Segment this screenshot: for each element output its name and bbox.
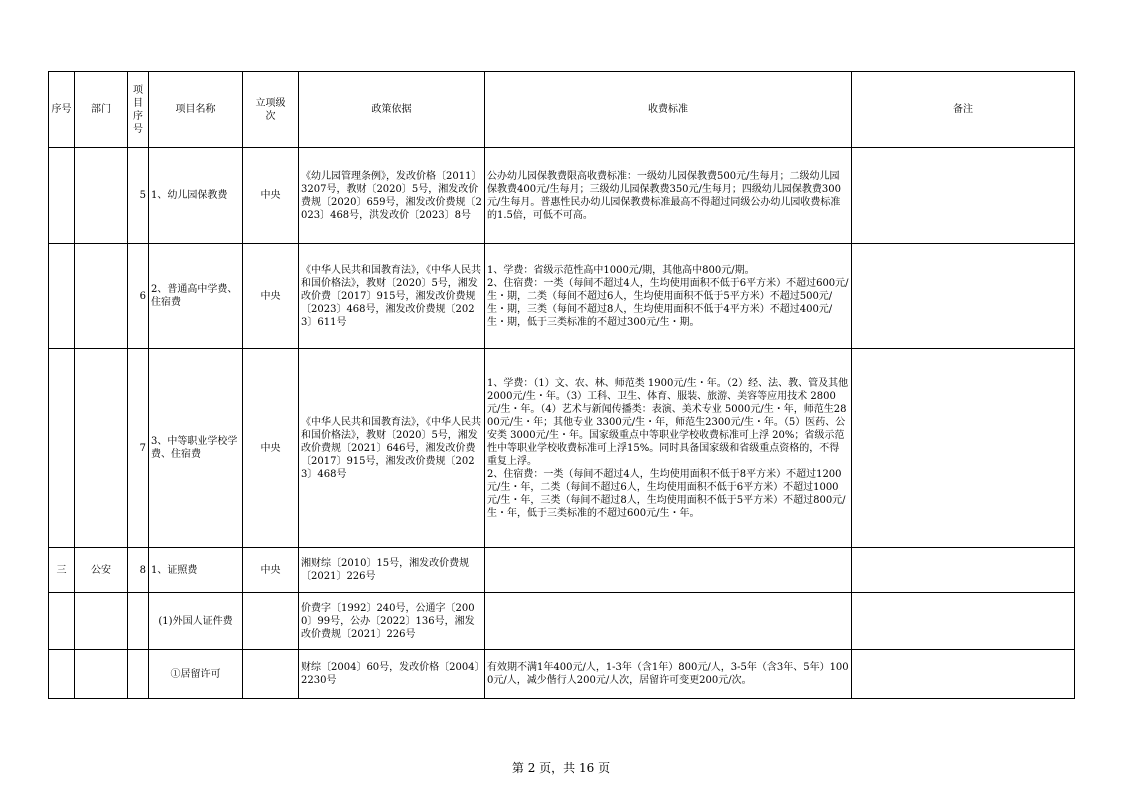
cell-seq — [49, 148, 75, 244]
cell-seq — [49, 593, 75, 650]
header-level: 立项级次 — [243, 72, 299, 148]
header-item-name: 项目名称 — [149, 72, 243, 148]
cell-standard: 有效期不满1年400元/人，1-3年（含1年）800元/人，3-5年（含3年、5年）1000元/人，减少偕行人200元/人次，居留许可变更200元/次。 — [485, 650, 852, 699]
header-standard: 收费标准 — [485, 72, 852, 148]
cell-item-seq — [128, 593, 149, 650]
cell-policy: 《中华人民共和国教育法》，《中华人民共和国价格法》，教财〔2020〕5号，湘发改价费〔2017〕915号，湘发改价费规〔2023〕468号，湘发改价费规〔2023〕611号 — [299, 244, 485, 349]
cell-policy: 《幼儿园管理条例》，发改价格〔2011〕3207号，教财〔2020〕5号，湘发改价费规〔2020〕659号，湘发改价费规〔2023〕468号，洪发改价〔2023〕8号 — [299, 148, 485, 244]
cell-level: 中央 — [243, 244, 299, 349]
table-row — [49, 548, 1075, 593]
header-dept: 部门 — [75, 72, 128, 148]
cell-item-name: (1)外国人证件费 — [149, 593, 243, 650]
header-seq: 序号 — [49, 72, 75, 148]
cell-remark — [852, 349, 1075, 548]
cell-seq: 三 — [49, 548, 75, 593]
cell-policy: 价费字〔1992〕240号，公通字〔2000〕99号，公办〔2022〕136号，湘发改价费规〔2021〕226号 — [299, 593, 485, 650]
cell-remark — [852, 244, 1075, 349]
cell-remark — [852, 650, 1075, 699]
cell-dept: 公安 — [75, 548, 128, 593]
cell-dept — [75, 593, 128, 650]
cell-seq — [49, 244, 75, 349]
cell-dept — [75, 650, 128, 699]
cell-item-name: 1、证照费 — [149, 548, 243, 593]
table-row — [49, 349, 1075, 548]
table-row — [49, 593, 1075, 650]
cell-dept — [75, 349, 128, 548]
cell-level: 中央 — [243, 349, 299, 548]
table-row — [49, 148, 1075, 244]
cell-remark — [852, 148, 1075, 244]
cell-item-name: ①居留许可 — [149, 650, 243, 699]
cell-level: 中央 — [243, 548, 299, 593]
cell-item-name: 1、幼儿园保教费 — [149, 148, 243, 244]
cell-level: 中央 — [243, 148, 299, 244]
cell-standard: 1、学费：（1）文、农、林、师范类 1900元/生・年。（2）经、法、教、管及其他 2000元/生・年。（3）工科、卫生、体育、服装、旅游、美容等应用技术 2800元/生・年。（4）艺术与新闻传播类：表演、美术专业 5000元/生・年，师范生2800元/生・年；其他专业 3300元/生・年，师范生2300元/生・年。（5）医药、公安类 3000元/生・年。国家级重点中等职业学校收费标准可上浮 20%；省级示范性中等职业学校收费标准可上浮15%。同时具备国家级和省级重点资格的，不得重复上浮。 2、住宿费：一类（每间不超过4人，生均使用面积不低于8平方米）不超过1200元/生・年，二类（每间不超过6人，生均使用面积不低于6平方米）不超过1000元/生・年，三类（每间不超过8人，生均使用面积不低于5平方米）不超过800元/生・年，低于三类标准的不超过600元/生・年。 — [485, 349, 852, 548]
cell-dept — [75, 148, 128, 244]
cell-policy: 湘财综〔2010〕15号，湘发改价费规〔2021〕226号 — [299, 548, 485, 593]
cell-standard: 公办幼儿园保教费限高收费标准：一级幼儿园保教费500元/生每月；二级幼儿园保教费400元/生每月；三级幼儿园保教费350元/生每月；四级幼儿园保教费300元/生每月。普惠性民办幼儿园保教费标准最高不得超过同级公办幼儿园收费标准的1.5倍，可低不可高。 — [485, 148, 852, 244]
header-policy: 政策依据 — [299, 72, 485, 148]
cell-level — [243, 650, 299, 699]
cell-dept — [75, 244, 128, 349]
cell-standard — [485, 548, 852, 593]
cell-item-seq: 7 — [128, 349, 149, 548]
cell-item-seq: 6 — [128, 244, 149, 349]
table-row — [49, 650, 1075, 699]
cell-item-name: 2、普通高中学费、住宿费 — [149, 244, 243, 349]
cell-policy: 财综〔2004〕60号，发改价格〔2004〕2230号 — [299, 650, 485, 699]
header-item-seq: 项目序号 — [128, 72, 149, 148]
cell-seq — [49, 650, 75, 699]
cell-item-seq: 5 — [128, 148, 149, 244]
table-header-row — [49, 72, 1075, 148]
cell-seq — [49, 349, 75, 548]
cell-level — [243, 593, 299, 650]
cell-item-seq — [128, 650, 149, 699]
header-remark: 备注 — [852, 72, 1075, 148]
cell-remark — [852, 548, 1075, 593]
table-row — [49, 244, 1075, 349]
cell-standard — [485, 593, 852, 650]
cell-remark — [852, 593, 1075, 650]
page-number: 第 2 页，共 16 页 — [511, 761, 611, 775]
fee-table — [48, 71, 1075, 699]
cell-policy: 《中华人民共和国教育法》，《中华人民共和国价格法》，教财〔2020〕5号，湘发改价费规〔2021〕646号，湘发改价费〔2017〕915号，湘发改价费规〔2023〕468号 — [299, 349, 485, 548]
cell-item-name: 3、中等职业学校学费、住宿费 — [149, 349, 243, 548]
cell-item-seq: 8 — [128, 548, 149, 593]
cell-standard: 1、学费：省级示范性高中1000元/期，其他高中800元/期。 2、住宿费：一类（每间不超过4人，生均使用面积不低于6平方米）不超过600元/生・期，二类（每间不超过6人，生均使用面积不低于5平方米）不超过500元/生・期，三类（每间不超过8人，生均使用面积不低于4平方米）不超过400元/生・期，低于三类标准的不超过300元/生・期。 — [485, 244, 852, 349]
